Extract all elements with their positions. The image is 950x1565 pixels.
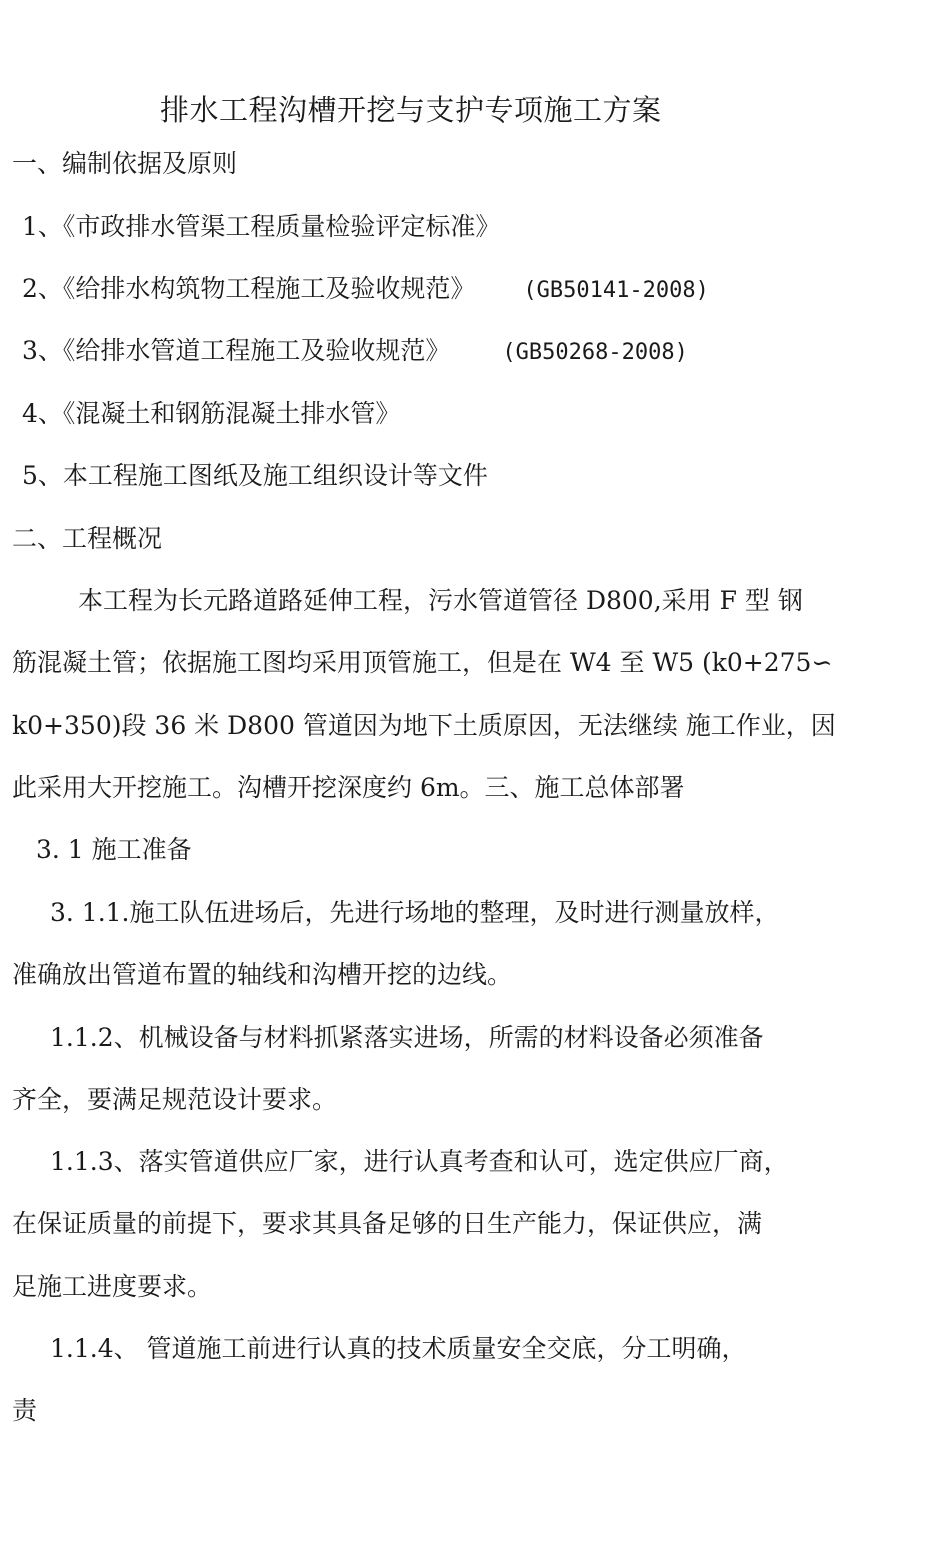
reference-item-text: 1、《市政排水管渠工程质量检验评定标准》 — [22, 212, 501, 241]
prep-item-1-line-2: 准确放出管道布置的轴线和沟槽开挖的边线。 — [12, 960, 513, 989]
overview-line-2: 筋混凝土管；依据施工图均采用顶管施工，但是在 W4 至 W5 (k0+275∽ — [12, 648, 833, 677]
document-title: 排水工程沟槽开挖与支护专项施工方案 — [160, 93, 662, 127]
overview-line-1: 本工程为长元路道路延伸工程，污水管道管径 D800,采用 F 型 钢 — [78, 586, 803, 615]
reference-item-4 — [22, 397, 400, 431]
overview-line-3: k0+350)段 36 米 D800 管道因为地下土质原因，无法继续 施工作业，因 — [12, 711, 836, 740]
section-heading-1: 一、编制依据及原则 — [12, 149, 238, 178]
reference-item-text: 2、《给排水构筑物工程施工及验收规范》 — [22, 274, 476, 303]
prep-item-3-line-2: 在保证质量的前提下，要求其具备足够的日生产能力，保证供应，满 — [12, 1209, 763, 1238]
prep-item-2-line-2: 齐全，要满足规范设计要求。 — [12, 1085, 338, 1114]
prep-item-2-line-1: 1.1.2、机械设备与材料抓紧落实进场，所需的材料设备必须准备 — [50, 1023, 764, 1052]
reference-item-1 — [22, 210, 500, 244]
prep-item-3-line-3: 足施工进度要求。 — [12, 1272, 213, 1301]
prep-item-1-line-1: 3. 1.1.施工队伍进场后，先进行场地的整理，及时进行测量放样， — [50, 898, 780, 927]
prep-item-3-line-1: 1.1.3、落实管道供应厂家，进行认真考查和认可，选定供应厂商， — [50, 1147, 789, 1176]
sub-heading-3-1: 3. 1 施工准备 — [36, 835, 192, 864]
standard-code: (GB50268-2008) — [502, 340, 688, 365]
standard-code: (GB50141-2008) — [523, 278, 709, 303]
reference-item-text: 3、《给排水管道工程施工及验收规范》 — [22, 336, 451, 365]
prep-item-4-line-2: 责 — [12, 1396, 38, 1425]
reference-item-3 — [22, 334, 688, 370]
section-heading-2: 二、工程概况 — [12, 524, 163, 553]
reference-item-5 — [22, 459, 488, 493]
prep-item-4-line-1: 1.1.4、 管道施工前进行认真的技术质量安全交底，分工明确， — [50, 1334, 747, 1363]
reference-item-text: 4、《混凝土和钢筋混凝土排水管》 — [22, 399, 401, 428]
reference-item-2 — [22, 272, 709, 308]
reference-item-text: 5、本工程施工图纸及施工组织设计等文件 — [22, 461, 488, 490]
overview-line-4: 此采用大开挖施工。沟槽开挖深度约 6m。三、施工总体部署 — [12, 773, 685, 802]
